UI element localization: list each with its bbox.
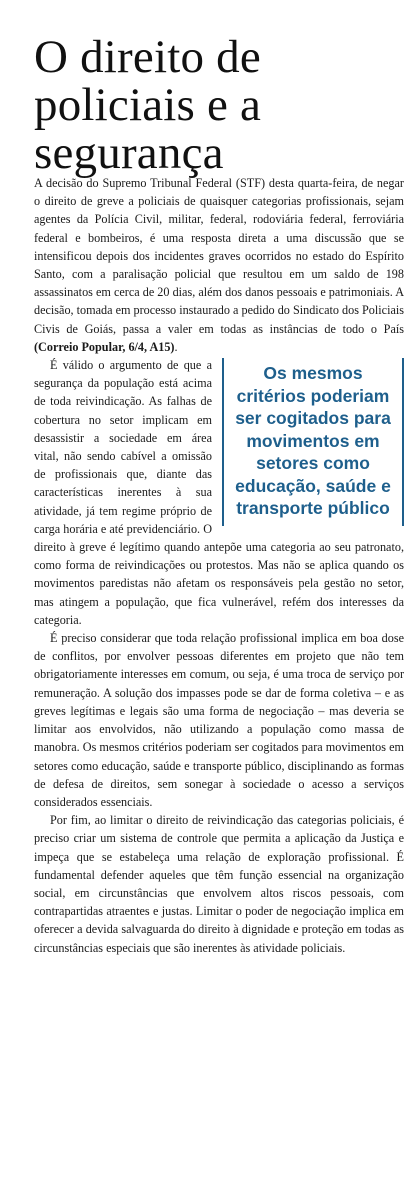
article-paragraph: É preciso considerar que toda relação profissional implica em boa dose de conflitos, por envolver pessoas diferentes em projeto que não tem obrigatoriamente interesses em comum, ou seja, é uma troca de serviço por remuneração. A solução dos impasses pode se dar de forma coletiva – e as greves legítimas e legais são uma forma de negociação – mas deveria se limitar aos envolvidos, não utilizando a população como massa de manobra. Os mesmos critérios poderiam ser cogitados para movimentos em setores como educação, saúde e transporte público, disciplinando as formas de defesa de direitos, sem sonegar à sociedade o acesso a serviços considerados essenciais. xyxy=(34,631,404,809)
paragraph-text: É válido o argumento de que a segurança da população está acima de toda reivindicação. As falhas de cobertura no setor implicam em desassistir a sociedade em área vital, não sendo cabível a omissão de profissionais que, diante das características inerentes à sua atividade, já tem regime próprio de carga horária e até previdenciário. O direito à greve é legítimo quando antepõe uma categoria ao seu patronato, como forma de reivindicações ou protestos. Mas não se aplica quando os movimentos paredistas não afetam os responsáveis pela gestão no setor, mas atingem a população, que fica vulnerável, refém dos interesses da categoria. xyxy=(34,358,404,627)
paragraph-text: A decisão do Supremo Tribunal Federal (STF) desta quarta-feira, de negar o direito de greve a policiais de quaisquer categorias profissionais, sejam agentes da Polícia Civil, militar, federal, rodoviária federal, ferroviária federal e bombeiros, é uma resposta direta a uma discussão que se intensificou depois dos incidentes graves ocorridos no estado do Espírito Santo, com a paralisação policial que resultou em um saldo de 198 assassinatos em cerca de 20 dias, além dos danos pessoais e patrimoniais. A decisão, tomada em processo instaurado a pedido do Sindicato dos Policiais Civis de Goiás, passa a valer em todas as instâncias de todo o País xyxy=(34,176,404,336)
article-paragraph xyxy=(34,174,404,356)
article-paragraph xyxy=(34,356,404,629)
pull-quote: Os mesmos critérios poderiam ser cogitados para movimentos em setores como educação, saúde e transporte público xyxy=(222,358,404,526)
article-body xyxy=(34,174,404,957)
article-paragraph: Por fim, ao limitar o direito de reivindicação das categorias policiais, é preciso criar um sistema de controle que permita a aplicação da Justiça e impeça que se estabeleça uma relação de exploração profissional. É fundamental defender aqueles que têm função essencial na organização social, em circunstâncias que envolvem altos riscos pessoais, com contrapartidas atraentes e justas. Limitar o poder de negociação implica em oferecer a devida salvaguarda do direito à dignidade e proteção em todas as circunstâncias especiais que são inerentes às atividade policiais. xyxy=(34,813,404,955)
article-headline: O direito de policiais e a segurança xyxy=(34,31,262,180)
paragraph-end: . xyxy=(174,339,178,354)
citation: (Correio Popular, 6/4, A15) xyxy=(34,339,175,354)
